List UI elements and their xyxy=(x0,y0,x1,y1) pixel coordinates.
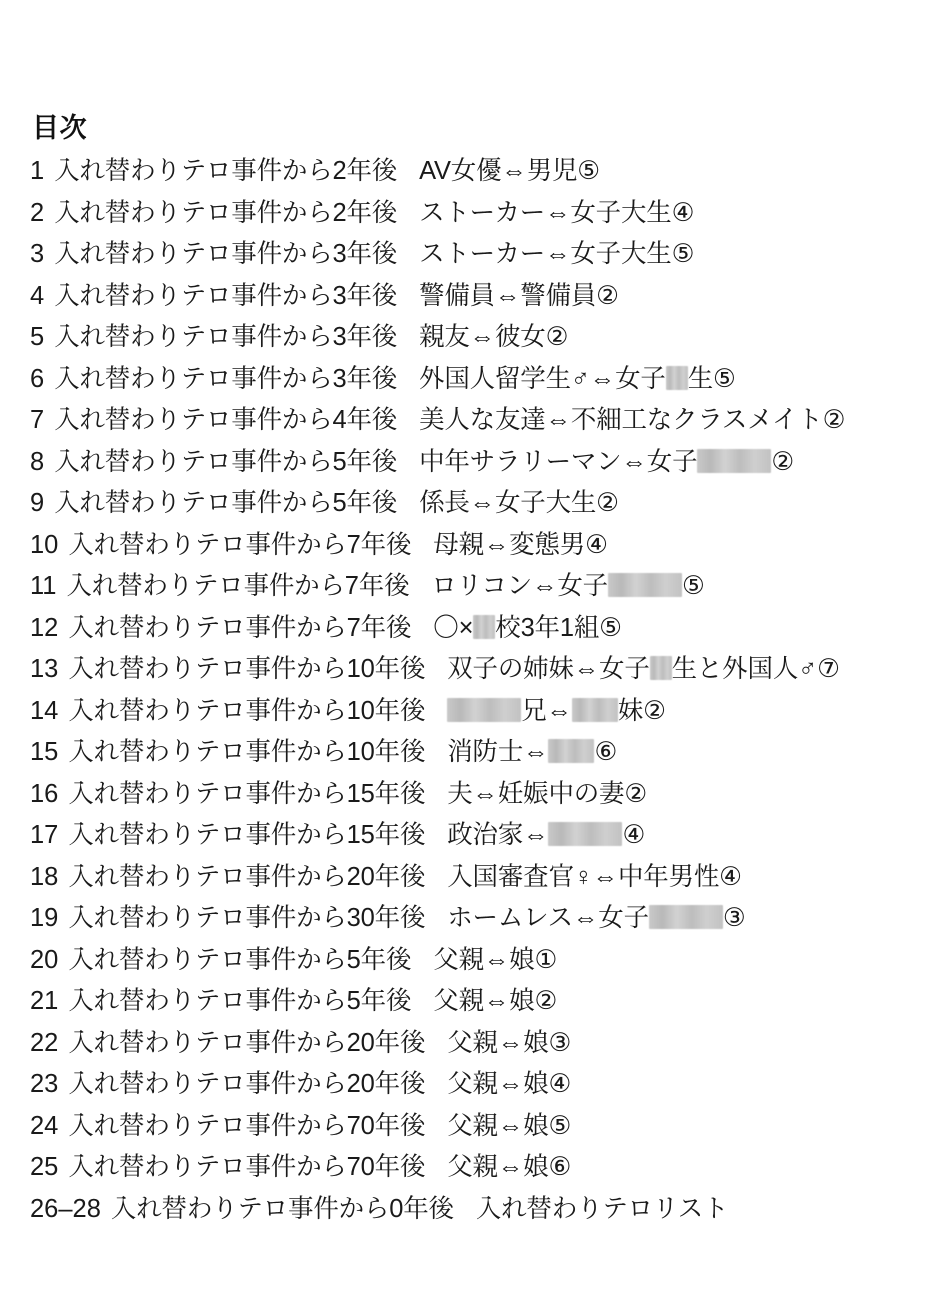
toc-entry-title: 入れ替わりテロ事件から20年後 xyxy=(68,862,426,891)
toc-detail-text: ホームレス⇔女子 xyxy=(447,904,649,933)
toc-entry-detail xyxy=(419,400,845,442)
toc-entry-detail xyxy=(447,1106,571,1148)
toc-entry-detail xyxy=(419,193,694,235)
toc-entry-title: 入れ替わりテロ事件から5年後 xyxy=(68,945,412,974)
toc-detail-text: ⑤ xyxy=(681,572,705,601)
toc-detail-text: 夫⇔妊娠中の妻② xyxy=(447,779,648,808)
toc-entry-detail xyxy=(419,234,694,276)
redaction-bar xyxy=(697,449,771,473)
toc-entry-detail xyxy=(419,151,600,193)
toc-detail-text: 中年サラリーマン⇔女子 xyxy=(419,447,698,476)
toc-entry[interactable] xyxy=(30,566,930,608)
toc-entry-detail xyxy=(419,442,794,484)
toc-entry-detail xyxy=(433,525,607,567)
toc-entry-title: 入れ替わりテロ事件から4年後 xyxy=(54,406,398,435)
toc-entry-detail xyxy=(447,1023,571,1065)
toc-entry[interactable] xyxy=(30,1189,930,1231)
toc-detail-text: 母親⇔変態男④ xyxy=(433,530,608,559)
toc-detail-text: ストーカー⇔女子大生⑤ xyxy=(419,240,695,269)
toc-entry-number: 6 xyxy=(30,364,45,393)
toc-entry-title: 入れ替わりテロ事件から70年後 xyxy=(68,1153,426,1182)
redaction-bar xyxy=(572,698,618,722)
toc-detail-text: 入国審査官♀⇔中年男性④ xyxy=(447,862,742,891)
toc-detail-text: ③ xyxy=(722,904,746,933)
toc-entry[interactable] xyxy=(30,981,930,1023)
toc-entry-number: 22 xyxy=(30,1028,59,1057)
redaction-bar xyxy=(650,656,672,680)
toc-entry-number: 24 xyxy=(30,1111,59,1140)
toc-detail-text: 生と外国人♂⑦ xyxy=(671,655,840,684)
toc-entry[interactable] xyxy=(30,234,930,276)
toc-entry-title: 入れ替わりテロ事件から10年後 xyxy=(68,696,426,725)
toc-entry[interactable] xyxy=(30,940,930,982)
toc-detail-text: ロリコン⇔女子 xyxy=(431,572,608,601)
toc-entry[interactable] xyxy=(30,774,930,816)
toc-entry-title: 入れ替わりテロ事件から2年後 xyxy=(54,198,398,227)
toc-entry-title: 入れ替わりテロ事件から70年後 xyxy=(68,1111,426,1140)
toc-entry-title: 入れ替わりテロ事件から15年後 xyxy=(68,779,426,808)
toc-entry-detail xyxy=(433,940,557,982)
toc-detail-text: AV女優⇔男児⑤ xyxy=(419,157,600,186)
toc-entry-title: 入れ替わりテロ事件から7年後 xyxy=(66,572,410,601)
redaction-bar xyxy=(473,615,495,639)
toc-detail-text: ⑥ xyxy=(594,738,618,767)
toc-entry-detail xyxy=(447,857,742,899)
toc-entry-number: 17 xyxy=(30,821,59,850)
toc-entry-detail xyxy=(419,276,619,318)
toc-entry-number: 5 xyxy=(30,323,45,352)
toc-detail-text: 父親⇔娘⑤ xyxy=(447,1111,572,1140)
toc-detail-text: 親友⇔彼女② xyxy=(419,323,569,352)
toc-entry-title: 入れ替わりテロ事件から5年後 xyxy=(54,489,398,518)
toc-entry-title: 入れ替わりテロ事件から3年後 xyxy=(54,281,398,310)
toc-entry-number: 9 xyxy=(30,489,45,518)
toc-entry-title: 入れ替わりテロ事件から2年後 xyxy=(54,157,398,186)
toc-entry-detail xyxy=(419,359,736,401)
toc-entry-number: 1 xyxy=(30,157,45,186)
toc-entry-title: 入れ替わりテロ事件から20年後 xyxy=(68,1028,426,1057)
toc-entry-number: 19 xyxy=(30,904,59,933)
toc-detail-text: 入れ替わりテロリスト xyxy=(475,1194,729,1223)
toc-entry-detail xyxy=(447,898,745,940)
toc-entry-number: 4 xyxy=(30,281,45,310)
toc-entry[interactable] xyxy=(30,857,930,899)
toc-entry[interactable] xyxy=(30,1064,930,1106)
toc-entry[interactable] xyxy=(30,732,930,774)
redaction-bar xyxy=(548,739,594,763)
redaction-bar xyxy=(649,905,723,929)
toc-entry[interactable] xyxy=(30,1106,930,1148)
toc-entry-detail xyxy=(419,317,568,359)
toc-entry-number: 25 xyxy=(30,1153,59,1182)
redaction-bar xyxy=(447,698,521,722)
toc-entry-number: 7 xyxy=(30,406,45,435)
toc-detail-text: 妹② xyxy=(617,696,666,725)
toc-entry-detail xyxy=(433,981,557,1023)
toc-entry-number: 8 xyxy=(30,447,45,476)
toc-entry-number: 26–28 xyxy=(30,1194,101,1223)
toc-entry-title: 入れ替わりテロ事件から3年後 xyxy=(54,240,398,269)
toc-detail-text: 消防士⇔ xyxy=(447,738,549,767)
toc-entry-number: 12 xyxy=(30,613,59,642)
toc-entry[interactable] xyxy=(30,898,930,940)
toc-entry-number: 18 xyxy=(30,862,59,891)
toc-entry-number: 20 xyxy=(30,945,59,974)
toc-entry-detail xyxy=(431,566,704,608)
toc-entry-number: 11 xyxy=(30,572,57,601)
toc-detail-text: 父親⇔娘③ xyxy=(447,1028,572,1057)
toc-detail-text: 父親⇔娘④ xyxy=(447,1070,572,1099)
toc-entry-number: 15 xyxy=(30,738,59,767)
toc-entry-title: 入れ替わりテロ事件から3年後 xyxy=(54,364,398,393)
toc-detail-text: ② xyxy=(771,447,795,476)
toc-entry-detail xyxy=(419,483,619,525)
toc-detail-text: 双子の姉妹⇔女子 xyxy=(447,655,650,684)
redaction-bar xyxy=(666,366,688,390)
toc-entry[interactable] xyxy=(30,276,930,318)
toc-detail-text: 政治家⇔ xyxy=(447,821,549,850)
toc-entry-number: 23 xyxy=(30,1070,59,1099)
toc-detail-text: ④ xyxy=(622,821,646,850)
toc-detail-text: 校3年1組⑤ xyxy=(495,613,622,642)
toc-entry[interactable] xyxy=(30,691,930,733)
redaction-bar xyxy=(608,573,682,597)
toc-entry[interactable] xyxy=(30,1023,930,1065)
toc-entry[interactable] xyxy=(30,649,930,691)
toc-entry-detail xyxy=(447,1064,571,1106)
toc-entry-title: 入れ替わりテロ事件から7年後 xyxy=(68,613,412,642)
toc-entry-title: 入れ替わりテロ事件から10年後 xyxy=(68,655,426,684)
toc-entry-title: 入れ替わりテロ事件から15年後 xyxy=(68,821,426,850)
toc-detail-text: 父親⇔娘② xyxy=(433,987,558,1016)
toc-entry-title: 入れ替わりテロ事件から3年後 xyxy=(54,323,398,352)
toc-entry-title: 入れ替わりテロ事件から5年後 xyxy=(68,987,412,1016)
toc-entry-title: 入れ替わりテロ事件から7年後 xyxy=(68,530,412,559)
page-title: 目次 xyxy=(32,113,87,143)
toc-entry-list xyxy=(30,151,930,1230)
toc-entry-number: 13 xyxy=(30,655,59,684)
toc-entry[interactable] xyxy=(30,193,930,235)
toc-detail-text: 父親⇔娘① xyxy=(433,945,558,974)
toc-entry-number: 16 xyxy=(30,779,59,808)
toc-entry-detail xyxy=(447,815,645,857)
toc-entry-number: 2 xyxy=(30,198,45,227)
toc-entry[interactable] xyxy=(30,1147,930,1189)
table-of-contents xyxy=(30,110,930,1230)
toc-detail-text: 警備員⇔警備員② xyxy=(419,281,619,310)
toc-detail-text: 兄⇔ xyxy=(521,696,572,725)
toc-entry-number: 3 xyxy=(30,240,45,269)
toc-entry[interactable] xyxy=(30,359,930,401)
toc-entry-detail xyxy=(433,608,622,650)
toc-detail-text: 父親⇔娘⑥ xyxy=(447,1153,572,1182)
toc-detail-text: 係長⇔女子大生② xyxy=(419,489,619,518)
redaction-bar xyxy=(548,822,622,846)
toc-entry-title: 入れ替わりテロ事件から5年後 xyxy=(54,447,398,476)
toc-entry-title: 入れ替わりテロ事件から30年後 xyxy=(68,904,426,933)
toc-entry-number: 14 xyxy=(30,696,59,725)
toc-detail-text: 〇× xyxy=(433,613,474,642)
toc-entry-detail xyxy=(447,1147,571,1189)
toc-detail-text: 生⑤ xyxy=(687,364,736,393)
toc-entry[interactable] xyxy=(30,483,930,525)
toc-entry[interactable] xyxy=(30,525,930,567)
toc-entry[interactable] xyxy=(30,815,930,857)
toc-detail-text: ストーカー⇔女子大生④ xyxy=(419,198,695,227)
toc-entry-title: 入れ替わりテロ事件から20年後 xyxy=(68,1070,426,1099)
toc-detail-text: 外国人留学生♂⇔女子 xyxy=(419,364,666,393)
toc-entry-detail xyxy=(447,649,840,691)
toc-entry-detail xyxy=(447,774,647,816)
toc-detail-text: 美人な友達⇔不細工なクラスメイト② xyxy=(419,406,846,435)
toc-entry-title: 入れ替わりテロ事件から0年後 xyxy=(110,1194,454,1223)
toc-entry-detail xyxy=(476,1189,729,1231)
toc-entry-detail xyxy=(447,732,617,774)
toc-entry[interactable] xyxy=(30,400,930,442)
toc-entry[interactable] xyxy=(30,151,930,193)
toc-entry[interactable] xyxy=(30,442,930,484)
toc-entry-number: 21 xyxy=(30,987,59,1016)
toc-entry[interactable] xyxy=(30,317,930,359)
toc-entry-number: 10 xyxy=(30,530,59,559)
toc-entry[interactable] xyxy=(30,608,930,650)
toc-entry-detail xyxy=(447,691,666,733)
toc-entry-title: 入れ替わりテロ事件から10年後 xyxy=(68,738,426,767)
